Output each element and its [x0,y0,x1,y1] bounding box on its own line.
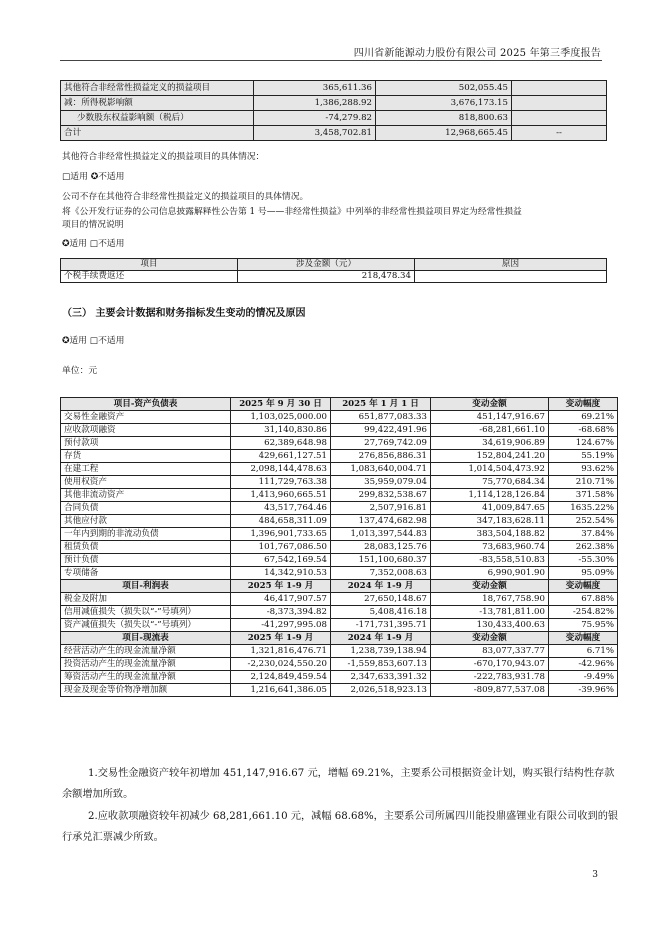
value-cell: -68,281,661.10 [431,424,549,437]
value-cell: 276,856,886.31 [331,450,431,463]
item-cell: 个税手续费返还 [61,271,238,283]
ytd-cell: 12,968,665.45 [376,126,512,141]
value-cell: 2,026,518,923.13 [331,684,431,697]
applicable-checkbox-line: ✪适用 □不适用 [62,336,125,346]
header-cell: 涉及金额（元） [238,259,415,271]
header-cell: 项目-利润表 [61,580,231,593]
value-cell: 2,098,144,478.63 [231,463,331,476]
item-cell: 预付款项 [61,437,231,450]
item-cell: 减：所得税影响额 [61,96,254,111]
applicable-checkbox-line: □适用 ✪不适用 [62,172,125,182]
ytd-cell: 502,055.45 [376,81,512,96]
current-cell: 365,611.36 [254,81,376,96]
value-cell: -42.96% [549,658,618,671]
nonrecurring-table [60,80,607,141]
value-cell: 651,877,083.33 [331,411,431,424]
header-cell: 变动金额 [431,398,549,411]
value-cell: 101,767,086.50 [231,541,331,554]
table-row [61,567,618,580]
value-cell: 124.67% [549,437,618,450]
note-cell [512,111,607,126]
explanation-paragraph-1: 1.交易性金融资产较年初增加 451,147,916.67 元，增幅 69.21%，主要系公司根据资金计划，购买银行结构性存款余额增加所致。 [62,768,615,800]
value-cell: 55.19% [549,450,618,463]
item-cell: 合计 [61,126,254,141]
value-cell: 1,413,960,665.51 [231,489,331,502]
item-cell: 其他符合非经常性损益定义的损益项目 [61,81,254,96]
header-cell: 2024 年 1-9 月 [331,580,431,593]
table-header-row [61,259,607,271]
table-header-row [61,580,618,593]
item-cell: 投资活动产生的现金流量净额 [61,658,231,671]
value-cell: 28,083,125.76 [331,541,431,554]
value-cell: 93.62% [549,463,618,476]
value-cell: -13,781,811.00 [431,606,549,619]
value-cell: 2,347,633,391.32 [331,671,431,684]
table-row [61,619,618,632]
item-cell: 租赁负债 [61,541,231,554]
current-cell: -74,279.82 [254,111,376,126]
value-cell: -39.96% [549,684,618,697]
value-cell: 1,216,641,386.05 [231,684,331,697]
item-cell: 其他非流动资产 [61,489,231,502]
value-cell: -9.49% [549,671,618,684]
current-cell: 1,386,288.92 [254,96,376,111]
header-cell: 变动幅度 [549,580,618,593]
value-cell: 27,650,148.67 [331,593,431,606]
value-cell: 41,009,847.65 [431,502,549,515]
item-cell: 专项储备 [61,567,231,580]
value-cell: 371.58% [549,489,618,502]
value-cell: -41,297,995.08 [231,619,331,632]
value-cell: 137,474,682.98 [331,515,431,528]
value-cell: 1635.22% [549,502,618,515]
value-cell: 111,729,763.38 [231,476,331,489]
table-row [61,437,618,450]
value-cell: 62,389,648.98 [231,437,331,450]
value-cell: 252.54% [549,515,618,528]
table-row [61,476,618,489]
table-row [61,489,618,502]
other-items-heading: 其他符合非经常性损益定义的损益项目的具体情况： [62,152,265,162]
table-row [61,111,607,126]
value-cell: 1,396,901,733.65 [231,528,331,541]
table-row [61,463,618,476]
value-cell: -670,170,943.07 [431,658,549,671]
value-cell: 18,767,758.90 [431,593,549,606]
table-row [61,541,618,554]
item-cell: 税金及附加 [61,593,231,606]
value-cell: -83,558,510.83 [431,554,549,567]
table-header-row [61,632,618,645]
value-cell: 67,542,169.54 [231,554,331,567]
value-cell: 73,683,960.74 [431,541,549,554]
value-cell: 99,422,491.96 [331,424,431,437]
note-cell [512,81,607,96]
header-cell: 2025 年 9 月 30 日 [231,398,331,411]
value-cell: 299,832,538.67 [331,489,431,502]
classification-note-cont: 项目的情况说明 [62,220,124,230]
note-cell: -- [512,126,607,141]
report-header: 四川省新能源动力股份有限公司 2025 年第三季度报告 [353,48,601,59]
value-cell: -2,230,024,550.20 [231,658,331,671]
item-cell: 应收款项融资 [61,424,231,437]
table-row [61,126,607,141]
item-cell: 在建工程 [61,463,231,476]
section-title: （三） 主要会计数据和财务指标发生变动的情况及原因 [62,308,306,319]
item-cell: 合同负债 [61,502,231,515]
value-cell: 69.21% [549,411,618,424]
table-row [61,645,618,658]
financial-changes-table [60,397,618,697]
table-row [61,528,618,541]
table-row [61,81,607,96]
explanation-paragraph-2: 2.应收款项融资较年初减少 68,281,661.10 元，减幅 68.68%，主要系公司所属四川能投鼎盛锂业有限公司收到的银行承兑汇票减少所致。 [62,811,619,843]
value-cell: 7,352,008.63 [331,567,431,580]
header-cell: 项目 [61,259,238,271]
table-row [61,96,607,111]
value-cell: 5,408,416.18 [331,606,431,619]
item-cell: 预计负债 [61,554,231,567]
value-cell: 1,238,739,138.94 [331,645,431,658]
income-statement-rows [61,593,618,632]
value-cell: 2,507,916.81 [331,502,431,515]
item-cell: 资产减值损失（损失以“-”号填列） [61,619,231,632]
value-cell: 210.71% [549,476,618,489]
value-cell: -8,373,394.82 [231,606,331,619]
item-cell: 其他应付款 [61,515,231,528]
value-cell: 43,517,764.46 [231,502,331,515]
amount-cell: 218,478.34 [238,271,415,283]
value-cell: 429,661,127.51 [231,450,331,463]
item-cell: 经营活动产生的现金流量净额 [61,645,231,658]
value-cell: 27,769,742.09 [331,437,431,450]
value-cell: 451,147,916.67 [431,411,549,424]
recurring-classification-table [60,258,607,283]
value-cell: 37.84% [549,528,618,541]
value-cell: -1,559,853,607.13 [331,658,431,671]
table-row [61,271,607,283]
value-cell: 67.88% [549,593,618,606]
balance-sheet-rows [61,411,618,580]
table-row [61,515,618,528]
value-cell: 75,770,684.34 [431,476,549,489]
value-cell: 31,140,830.86 [231,424,331,437]
value-cell: 1,103,025,000.00 [231,411,331,424]
value-cell: 347,183,628.11 [431,515,549,528]
value-cell: -254.82% [549,606,618,619]
value-cell: 35,959,079.04 [331,476,431,489]
value-cell: 2,124,849,459.54 [231,671,331,684]
header-cell: 2025 年 1-9 月 [231,632,331,645]
table-row [61,450,618,463]
header-cell: 变动幅度 [549,632,618,645]
item-cell: 少数股东权益影响额（税后） [61,111,254,126]
page-number: 3 [592,870,598,880]
reason-cell [415,271,607,283]
table-row [61,658,618,671]
value-cell: 151,100,680.37 [331,554,431,567]
value-cell: 262.38% [549,541,618,554]
value-cell: -171,731,395.71 [331,619,431,632]
unit-label: 单位：元 [62,366,98,376]
header-divider [60,60,602,61]
header-cell: 项目-资产负债表 [61,398,231,411]
value-cell: 6,990,901.90 [431,567,549,580]
applicable-checkbox-line: ✪适用 □不适用 [62,239,125,249]
item-cell: 交易性金融资产 [61,411,231,424]
header-cell: 原因 [415,259,607,271]
value-cell: 484,658,311.09 [231,515,331,528]
value-cell: 1,014,504,473.92 [431,463,549,476]
value-cell: 46,417,907.57 [231,593,331,606]
current-cell: 3,458,702.81 [254,126,376,141]
table-row [61,424,618,437]
table-row [61,606,618,619]
value-cell: 14,342,910.53 [231,567,331,580]
item-cell: 现金及现金等价物净增加额 [61,684,231,697]
ytd-cell: 818,800.63 [376,111,512,126]
header-cell: 变动幅度 [549,398,618,411]
header-cell: 2025 年 1-9 月 [231,580,331,593]
no-other-items-text: 公司不存在其他符合非经常性损益定义的损益项目的具体情况。 [62,192,309,202]
classification-note: 将《公开发行证券的公司信息披露解释性公告第 1 号——非经常性损益》中列举的非经常性损益项目界定为经常性损益 [62,207,522,217]
value-cell: 1,321,816,476.71 [231,645,331,658]
table-row [61,671,618,684]
table-header-row [61,398,618,411]
item-cell: 存货 [61,450,231,463]
item-cell: 信用减值损失（损失以“-”号填列） [61,606,231,619]
header-cell: 变动金额 [431,632,549,645]
value-cell: -68.68% [549,424,618,437]
value-cell: 6.71% [549,645,618,658]
ytd-cell: 3,676,173.15 [376,96,512,111]
value-cell: -809,877,537.08 [431,684,549,697]
value-cell: 130,433,400.63 [431,619,549,632]
header-cell: 项目-现流表 [61,632,231,645]
item-cell: 筹资活动产生的现金流量净额 [61,671,231,684]
table-row [61,554,618,567]
value-cell: 75.95% [549,619,618,632]
value-cell: 152,804,241.20 [431,450,549,463]
table-row [61,593,618,606]
note-cell [512,96,607,111]
table-row [61,411,618,424]
header-cell: 2024 年 1-9 月 [331,632,431,645]
value-cell: -222,783,931.78 [431,671,549,684]
value-cell: 1,083,640,004.71 [331,463,431,476]
item-cell: 使用权资产 [61,476,231,489]
value-cell: 95.09% [549,567,618,580]
value-cell: 383,504,188.82 [431,528,549,541]
table-row [61,684,618,697]
value-cell: 1,013,397,544.83 [331,528,431,541]
table-row [61,502,618,515]
cash-flow-rows [61,645,618,697]
value-cell: -55.30% [549,554,618,567]
header-cell: 2025 年 1 月 1 日 [331,398,431,411]
value-cell: 34,619,906.89 [431,437,549,450]
value-cell: 1,114,128,126.84 [431,489,549,502]
value-cell: 83,077,337.77 [431,645,549,658]
item-cell: 一年内到期的非流动负债 [61,528,231,541]
header-cell: 变动金额 [431,580,549,593]
